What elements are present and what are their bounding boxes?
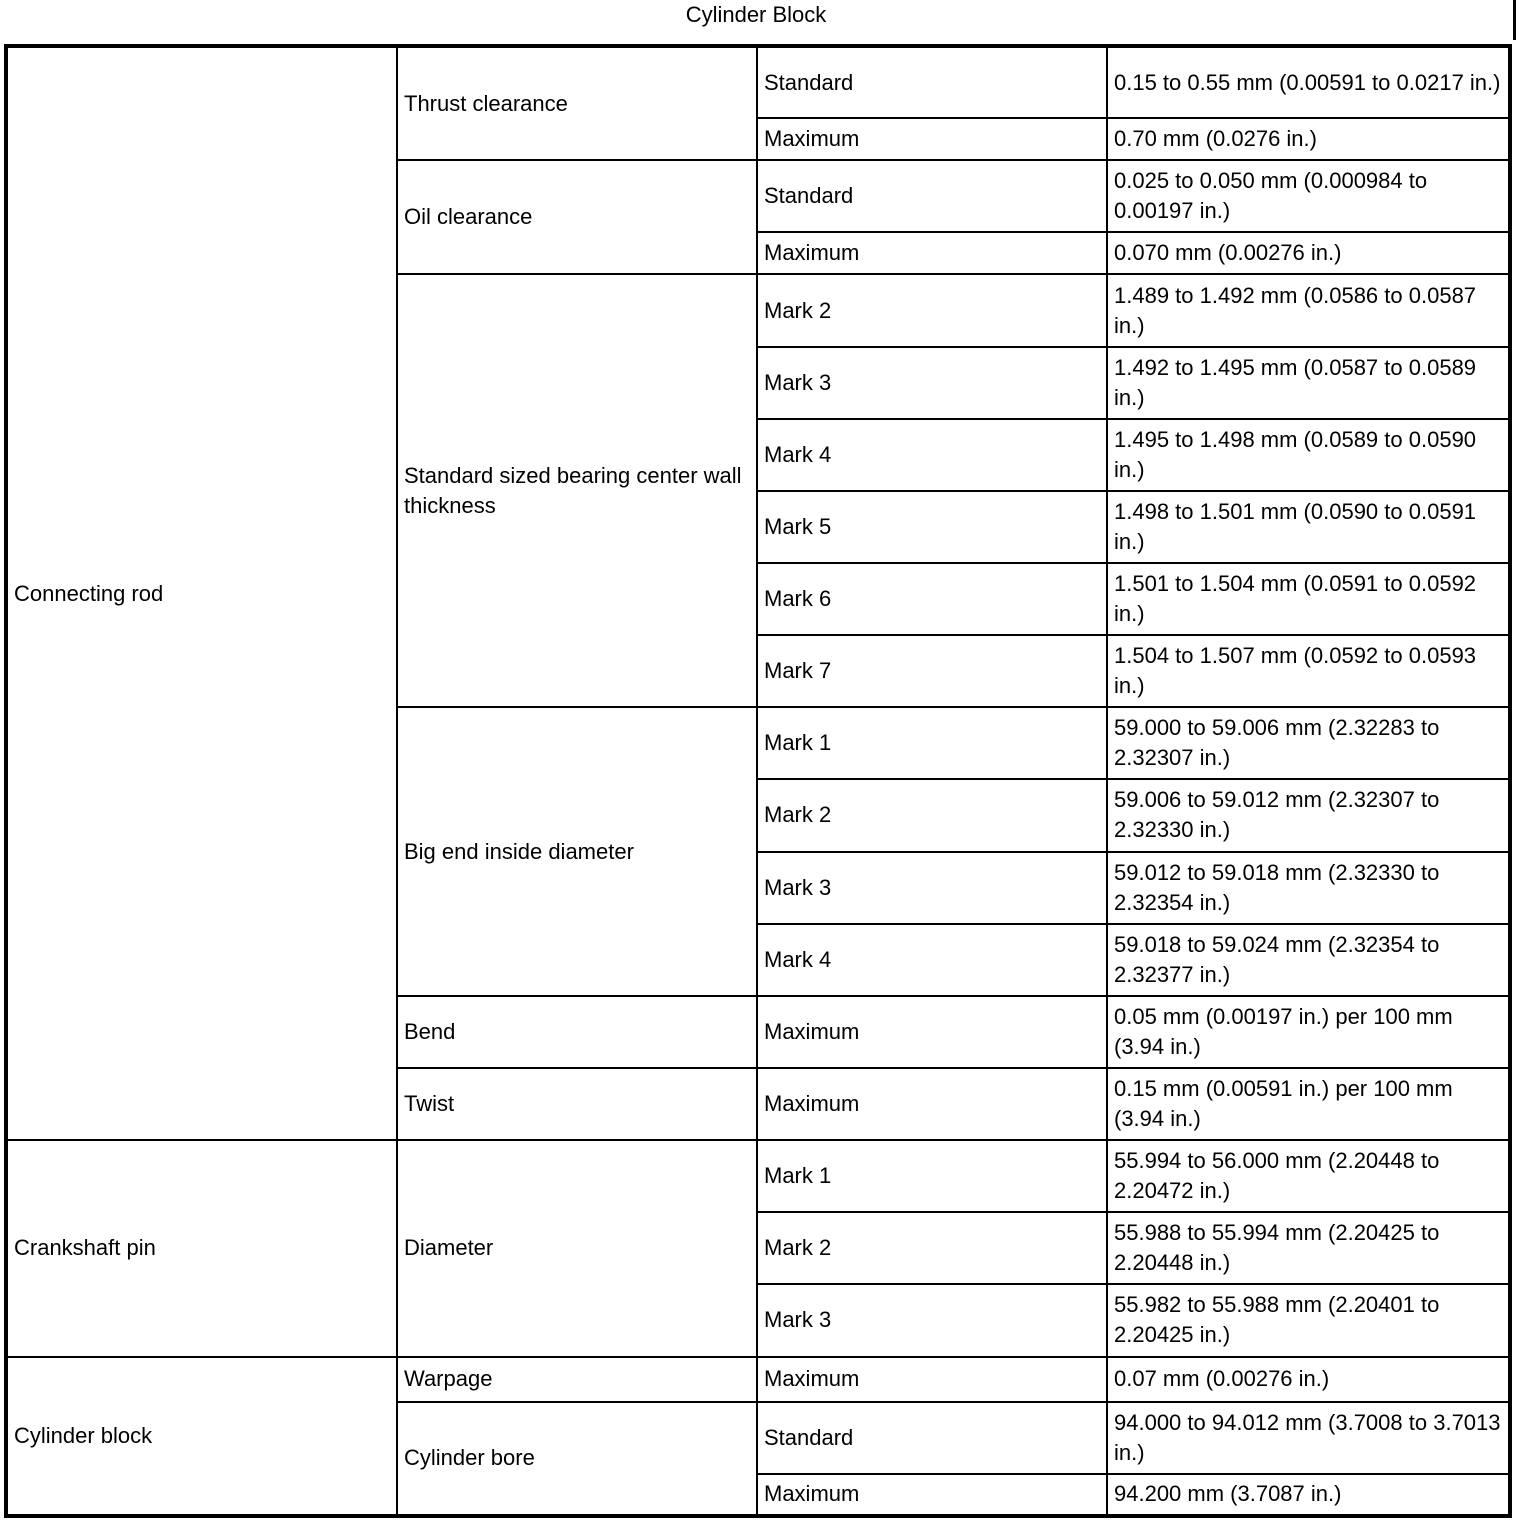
value-cell: 0.70 mm (0.0276 in.) [1107, 118, 1510, 160]
condition-cell: Mark 6 [757, 563, 1107, 635]
condition-cell: Mark 3 [757, 347, 1107, 419]
value-cell: 0.07 mm (0.00276 in.) [1107, 1357, 1510, 1402]
value-cell: 1.495 to 1.498 mm (0.0589 to 0.0590 in.) [1107, 419, 1510, 491]
value-cell: 1.504 to 1.507 mm (0.0592 to 0.0593 in.) [1107, 635, 1510, 707]
value-cell: 94.000 to 94.012 mm (3.7008 to 3.7013 in.) [1107, 1402, 1510, 1474]
value-cell: 0.15 to 0.55 mm (0.00591 to 0.0217 in.) [1107, 46, 1510, 118]
condition-cell: Standard [757, 46, 1107, 118]
condition-cell: Mark 1 [757, 707, 1107, 779]
component-cell: Connecting rod [6, 46, 397, 1140]
condition-cell: Mark 3 [757, 1284, 1107, 1356]
item-cell: Twist [397, 1068, 757, 1140]
value-cell: 1.498 to 1.501 mm (0.0590 to 0.0591 in.) [1107, 491, 1510, 563]
condition-cell: Mark 4 [757, 924, 1107, 996]
value-cell: 55.988 to 55.994 mm (2.20425 to 2.20448 in.) [1107, 1212, 1510, 1284]
condition-cell: Mark 3 [757, 852, 1107, 924]
condition-cell: Maximum [757, 118, 1107, 160]
component-cell: Crankshaft pin [6, 1140, 397, 1356]
condition-cell: Maximum [757, 1357, 1107, 1402]
item-cell: Warpage [397, 1357, 757, 1402]
value-cell: 0.15 mm (0.00591 in.) per 100 mm (3.94 in.) [1107, 1068, 1510, 1140]
condition-cell: Mark 1 [757, 1140, 1107, 1212]
condition-cell: Mark 4 [757, 419, 1107, 491]
item-cell: Cylinder bore [397, 1402, 757, 1516]
table-row [6, 1357, 1510, 1402]
condition-cell: Mark 2 [757, 274, 1107, 346]
component-cell: Cylinder block [6, 1357, 397, 1516]
condition-cell: Mark 5 [757, 491, 1107, 563]
condition-cell: Standard [757, 160, 1107, 232]
condition-cell: Maximum [757, 996, 1107, 1068]
item-cell: Bend [397, 996, 757, 1068]
condition-cell: Mark 7 [757, 635, 1107, 707]
item-cell: Standard sized bearing center wall thickness [397, 274, 757, 707]
value-cell: 55.982 to 55.988 mm (2.20401 to 2.20425 in.) [1107, 1284, 1510, 1356]
value-cell: 59.000 to 59.006 mm (2.32283 to 2.32307 in.) [1107, 707, 1510, 779]
item-cell: Diameter [397, 1140, 757, 1356]
condition-cell: Standard [757, 1402, 1107, 1474]
condition-cell: Maximum [757, 1474, 1107, 1516]
table-row [6, 1140, 1510, 1212]
value-cell: 55.994 to 56.000 mm (2.20448 to 2.20472 in.) [1107, 1140, 1510, 1212]
item-cell: Thrust clearance [397, 46, 757, 160]
condition-cell: Maximum [757, 1068, 1107, 1140]
value-cell: 94.200 mm (3.7087 in.) [1107, 1474, 1510, 1516]
spec-table [4, 44, 1512, 1518]
condition-cell: Mark 2 [757, 779, 1107, 851]
condition-cell: Mark 2 [757, 1212, 1107, 1284]
value-cell: 59.012 to 59.018 mm (2.32330 to 2.32354 in.) [1107, 852, 1510, 924]
value-cell: 1.489 to 1.492 mm (0.0586 to 0.0587 in.) [1107, 274, 1510, 346]
page-edge-line [1513, 0, 1516, 40]
value-cell: 1.501 to 1.504 mm (0.0591 to 0.0592 in.) [1107, 563, 1510, 635]
table-row [6, 46, 1510, 118]
condition-cell: Maximum [757, 232, 1107, 274]
value-cell: 0.070 mm (0.00276 in.) [1107, 232, 1510, 274]
value-cell: 0.05 mm (0.00197 in.) per 100 mm (3.94 in.) [1107, 996, 1510, 1068]
value-cell: 1.492 to 1.495 mm (0.0587 to 0.0589 in.) [1107, 347, 1510, 419]
value-cell: 0.025 to 0.050 mm (0.000984 to 0.00197 in.) [1107, 160, 1510, 232]
value-cell: 59.018 to 59.024 mm (2.32354 to 2.32377 in.) [1107, 924, 1510, 996]
value-cell: 59.006 to 59.012 mm (2.32307 to 2.32330 in.) [1107, 779, 1510, 851]
item-cell: Oil clearance [397, 160, 757, 274]
item-cell: Big end inside diameter [397, 707, 757, 996]
page-title: Cylinder Block [685, 2, 827, 27]
